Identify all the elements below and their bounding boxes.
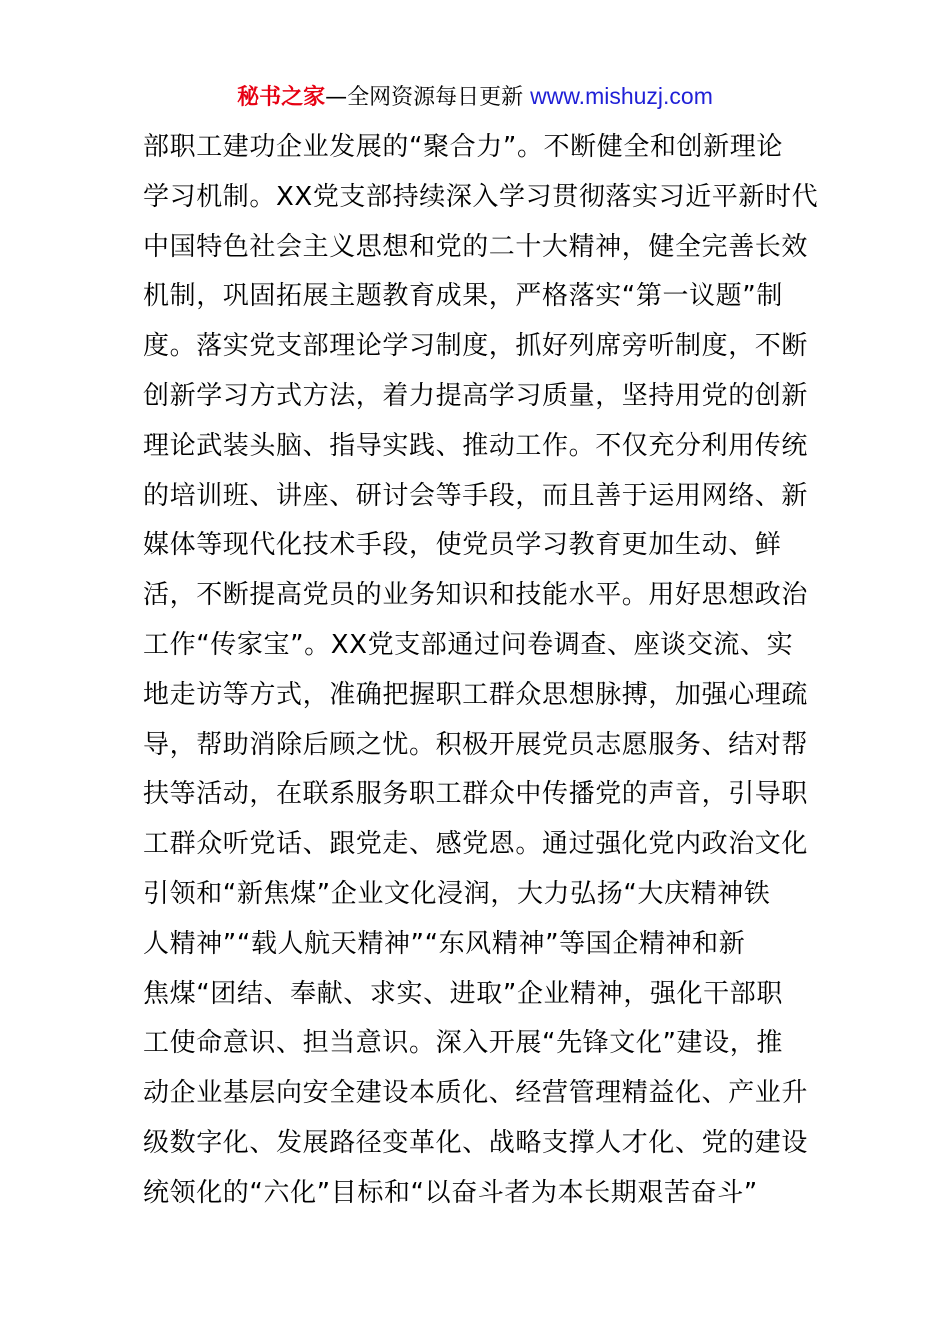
website-link[interactable]: www.mishuzj.com [530,83,713,109]
text-line: 工使命意识、担当意识。深入开展“先锋文化”建设，推 [143,1028,783,1059]
text-line: 人精神”“载人航天精神”“东风精神”等国企精神和新 [143,928,746,959]
text-line: 引领和“新焦煤”企业文化浸润，大力弘扬“大庆精神铁 [143,878,771,909]
header-tagline: —全网资源每日更新 [325,85,531,110]
text-line: 的培训班、讲座、研讨会等手段，而且善于运用网络、新 [143,480,809,511]
text-line: 创新学习方式方法，着力提高学习质量，坚持用党的创新 [143,380,809,411]
text-line: 级数字化、发展路径变革化、战略支撑人才化、党的建设 [143,1127,809,1158]
text-line: 机制，巩固拓展主题教育成果，严格落实“第一议题”制 [143,281,783,312]
text-line: 学习机制。XX党支部持续深入学习贯彻落实习近平新时代 [143,181,819,212]
brand-name: 秘书之家 [237,85,326,110]
text-line: 度。落实党支部理论学习制度，抓好列席旁听制度，不断 [143,331,809,362]
text-line: 理论武装头脑、指导实践、推动工作。不仅充分利用传统 [143,430,809,461]
text-line: 工群众听党话、跟党走、感党恩。通过强化党内政治文化 [143,829,809,860]
body-paragraph [143,123,819,1219]
text-line: 动企业基层向安全建设本质化、经营管理精益化、产业升 [143,1078,809,1109]
text-line: 部职工建功企业发展的“聚合力”。不断健全和创新理论 [143,132,783,162]
text-line: 焦煤“团结、奉献、求实、进取”企业精神，强化干部职 [143,978,783,1009]
text-line: 工作“传家宝”。XX党支部通过问卷调查、座谈交流、实 [143,629,794,660]
text-line: 地走访等方式，准确把握职工群众思想脉搏，加强心理疏 [143,679,809,710]
text-line: 活，不断提高党员的业务知识和技能水平。用好思想政治 [143,580,809,611]
text-line: 中国特色社会主义思想和党的二十大精神，健全完善长效 [143,231,809,262]
text-line: 扶等活动，在联系服务职工群众中传播党的声音，引导职 [143,779,809,810]
text-line: 统领化的“六化”目标和“以奋斗者为本长期艰苦奋斗” [143,1177,758,1208]
text-line: 媒体等现代化技术手段，使党员学习教育更加生动、鲜 [143,530,782,561]
page-header [0,80,950,114]
text-line: 导，帮助消除后顾之忧。积极开展党员志愿服务、结对帮 [143,729,809,760]
